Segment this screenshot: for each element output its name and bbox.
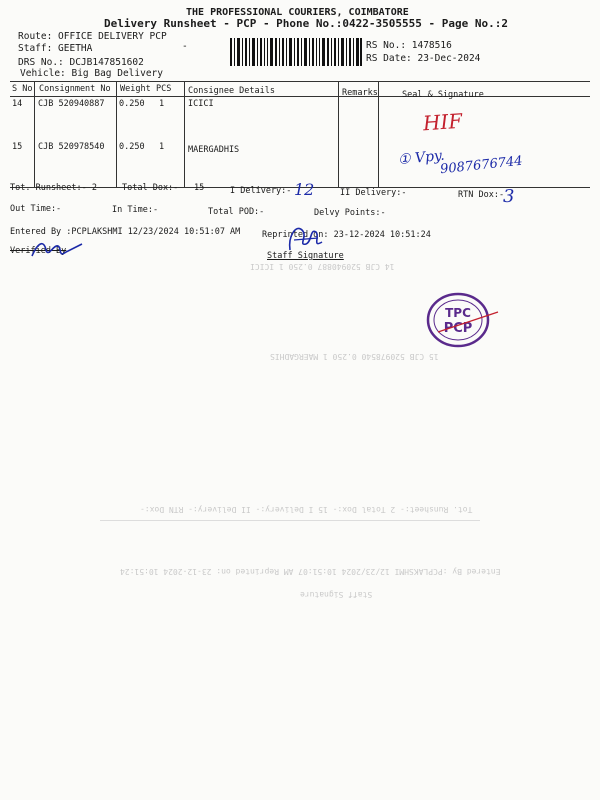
bleed-through-text: Entered By :PCPLAKSHMI 12/23/2024 10:51:07 AM Reprinted on: 23-12-2024 10:51:24: [120, 567, 501, 576]
bleed-through-line: [100, 520, 480, 521]
col-header-remarks: Remarks: [342, 88, 378, 98]
total-dox-label: Total Dox:-: [122, 183, 179, 193]
row-consignment: CJB 520940887: [38, 99, 105, 109]
verified-by-label: Verified By: [10, 246, 67, 256]
ii-delivery-label: II Delivery:-: [340, 188, 407, 198]
total-runsheet: Tot. Runsheet:- 2: [10, 183, 97, 193]
row-weight: 0.250: [119, 99, 145, 109]
rtn-dox-value: 3: [503, 186, 515, 207]
route-label: Route: OFFICE DELIVERY PCP: [18, 31, 167, 42]
col-header-sno: S No: [12, 84, 33, 94]
col-divider: [116, 81, 117, 187]
rtn-dox-label: RTN Dox:-: [458, 190, 505, 200]
row-consignee: ICICI: [188, 99, 214, 109]
i-delivery-value: 12: [294, 180, 315, 199]
in-time-label: In Time:-: [112, 205, 159, 215]
delvy-points-label: Delvy Points:-: [314, 208, 386, 218]
row2-handwritten-note: ① Vpy.: [397, 147, 446, 169]
stamp-bottom-text: PCP: [443, 321, 473, 336]
col-header-pcs: PCS: [156, 84, 172, 94]
row-sno: 15: [12, 142, 23, 152]
barcode-image: [230, 38, 362, 66]
bleed-through-text: 14 CJB 520940887 0.250 1 ICICI: [250, 262, 395, 271]
verifier-signature: [28, 236, 88, 262]
row-pcs: 1: [159, 142, 165, 152]
col-divider: [34, 81, 35, 187]
bleed-through-text: Staff Signature: [300, 590, 373, 599]
i-delivery-label: I Delivery:-: [230, 186, 292, 196]
col-header-weight: Weight: [120, 84, 151, 94]
row-consignment: CJB 520978540: [38, 142, 105, 152]
reprinted-on: Reprinted on: 23-12-2024 10:51:24: [262, 230, 431, 240]
col-header-consignee: Consignee Details: [188, 86, 275, 96]
col-divider: [184, 81, 185, 187]
col-header-seal: Seal & Signature: [402, 90, 484, 100]
stamp-top-text: TPC: [445, 306, 471, 320]
row-sno: 14: [12, 99, 23, 109]
staff-label: Staff: GEETHA: [18, 43, 93, 54]
col-header-consignment: Consignment No: [39, 84, 111, 94]
col-divider: [338, 81, 339, 187]
rs-date: RS Date: 23-Dec-2024: [366, 53, 481, 64]
staff-signature-label: Staff Signature: [267, 251, 344, 261]
company-stamp: [420, 288, 500, 350]
dash-mark: -: [182, 41, 188, 52]
total-pod-label: Total POD:-: [208, 207, 265, 217]
col-divider: [378, 81, 379, 187]
company-name: THE PROFESSIONAL COURIERS, COIMBATORE: [186, 7, 409, 18]
page-title: Delivery Runsheet - PCP - Phone No.:0422-3505555 - Page No.:2: [104, 17, 508, 30]
bleed-through-text: Tot. Runsheet:- 2 Total Dox:- 15 I Delivery:- II Delivery:- RTN Dox:-: [140, 505, 473, 514]
row-pcs: 1: [159, 99, 165, 109]
bleed-through-text: 15 CJB 520978540 0.250 1 MAERGADHIS: [270, 352, 439, 361]
drs-number: DRS No.: DCJB147851602: [18, 57, 144, 68]
staff-signature: [282, 218, 326, 258]
table-header-border: [10, 96, 590, 97]
row-weight: 0.250: [119, 142, 145, 152]
out-time-label: Out Time:-: [10, 204, 62, 214]
row2-handwritten-phone: 9087676744: [439, 153, 524, 178]
vehicle-label: Vehicle: Big Bag Delivery: [20, 68, 163, 79]
row1-handwritten-mark: HIF: [422, 108, 464, 136]
rs-number: RS No.: 1478516: [366, 40, 452, 51]
entered-by: Entered By :PCPLAKSHMI 12/23/2024 10:51:07 AM: [10, 227, 241, 237]
row-consignee: MAERGADHIS: [188, 145, 240, 155]
table-top-border: [10, 81, 590, 82]
total-dox-value: 15: [194, 183, 205, 193]
